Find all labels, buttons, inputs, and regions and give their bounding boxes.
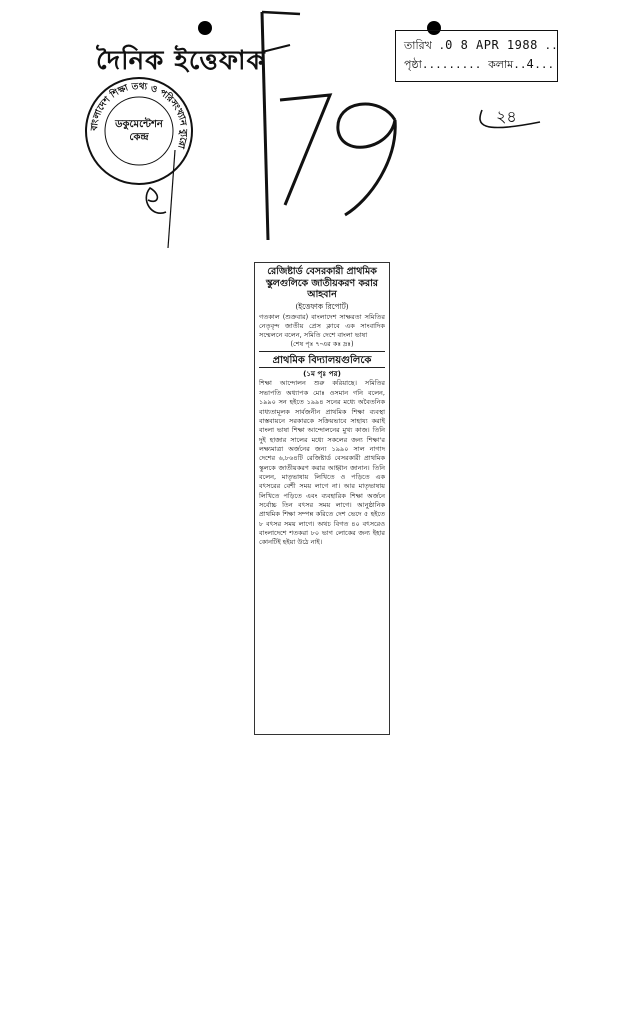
stamp-ring-text: বাংলাদেশ শিক্ষা তথ্য ও পরিসংখ্যান ব্যুরো bbox=[89, 81, 189, 150]
clipping-subhead-continuation: (১ম পৃঃ পর) bbox=[303, 369, 341, 379]
stamp-center-line2: কেন্দ্র bbox=[129, 132, 149, 143]
clipping-body: শিক্ষা আন্দোলন শুরু করিয়াছে। সমিতির সভাপতি অধ্যাপক মোঃ ওসমান গনি বলেন, ১৯৯০ সন হইতে ১৯৯৪ সনের মধ্যে অবৈতনিক বাধ্যতামূলক সার্বজনীন প্রাথমিক শিক্ষা ব্যবস্থা বাস্তবায়নে সরকারকে সক্রিয়ভাবে সাহায্য করাই বাংলা ভাষা শিক্ষা আন্দোলনের মুখ্য কাজ। তিনি দুই হাজার সালের মধ্যে সকলের জন্য শিক্ষা'র লক্ষ্যমাত্রা অর্জনের জন্য ১৯৯০ সাল নাগাদ দেশের ৬,৮৬৪টি রেজিষ্টার্ড বেসরকারী প্রাথমিক স্কুলকে জাতীয়করণ করার আহ্বান জানান। তিনি বলেন, মাতৃভাষায় লিখিতে ও পড়িতে এক বৎসরের বেশী সময় লাগে না। আর মাতৃভাষায় লিখিতে পড়িতে এবং ব্যবহারিক শিক্ষা অর্জনে সর্বোচ্চ তিন বৎসর সময় লাগে। আনুষ্ঠানিক প্রাথমিক শিক্ষা সম্পন্ন করিতে দেশ ভেদে ৫ হইতে ৮ বৎসর সময় লাগে। অথচ বিগত ৪০ বৎসরেও বাংলাদেশে শতকরা ৮০ ভাগ লোকের জন্য ইহার কোনটিই হইয়া উঠে নাই। bbox=[259, 379, 385, 547]
documentation-center-stamp bbox=[83, 75, 195, 187]
punch-hole-left bbox=[198, 21, 212, 35]
page-label: পৃষ্ঠা bbox=[404, 58, 422, 71]
column-value: 4 bbox=[526, 57, 535, 71]
page-column-row: পৃষ্ঠা......... কলাম..4... bbox=[404, 57, 555, 71]
stamp-center-line1: ডকুমেন্টেশন bbox=[115, 119, 163, 130]
clipping-divider bbox=[259, 351, 385, 352]
date-label: তারিখ bbox=[404, 39, 432, 52]
clipping-continued-note: (শেষ পৃঃ ৭-এর কঃ দ্রঃ) bbox=[290, 340, 354, 349]
clipping-headline: রেজিষ্টার্ড বেসরকারী প্রাথমিক স্কুলগুলিকে জাতীয়করণ করার আহবান bbox=[266, 266, 378, 301]
date-value: 0 8 APR 1988 bbox=[445, 38, 538, 52]
stamp-center bbox=[83, 75, 195, 187]
date-page-stamp-box bbox=[395, 30, 558, 82]
newspaper-masthead: দৈনিক ইত্তেফাক bbox=[96, 46, 266, 76]
newspaper-clipping bbox=[254, 262, 390, 735]
column-label: কলাম bbox=[488, 58, 514, 71]
handwritten-side-mark bbox=[150, 188, 151, 189]
clipping-intro: গতকাল (শুক্রবার) বাংলাদেশ সাক্ষরতা সমিতির নেতৃবৃন্দ জাতীয় প্রেস ক্লাবে এক সাংবাদিক সম্মেলনে বলেন, সমিতি দেশে বাংলা ভাষা bbox=[259, 312, 385, 339]
date-row: তারিখ .0 8 APR 1988 .. bbox=[404, 38, 558, 52]
clipping-subhead: প্রাথমিক বিদ্যালয়গুলিকে bbox=[259, 354, 385, 368]
handwritten-corner-number: ২৪ bbox=[496, 107, 517, 126]
clipping-source: (ইত্তেফাক রিপোর্ট) bbox=[295, 301, 349, 311]
handwritten-number bbox=[296, 92, 297, 93]
